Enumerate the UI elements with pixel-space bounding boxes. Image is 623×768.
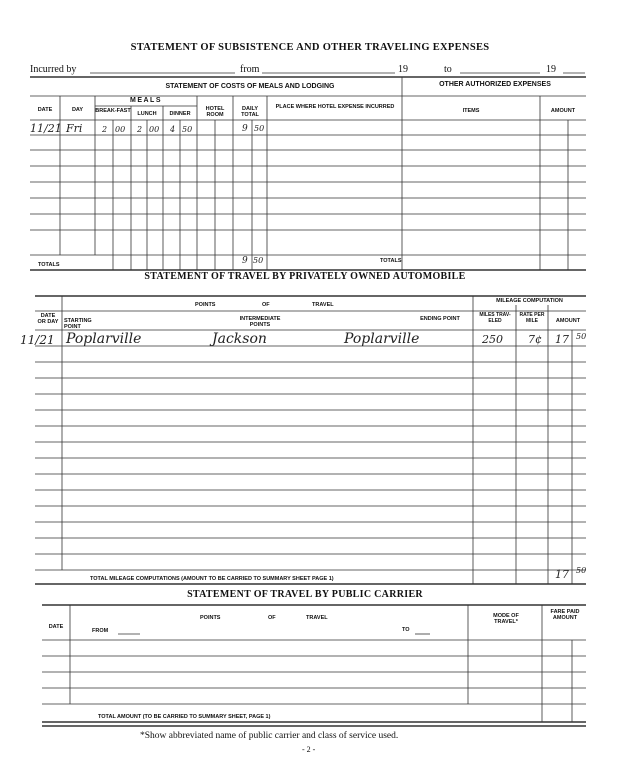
daily-total-cents: 50 [254, 124, 265, 133]
col-daily-total: DAILY TOTAL [241, 106, 259, 118]
auto-amount-cents: 50 [576, 332, 587, 341]
auto-points-label: POINTS [195, 302, 216, 308]
mileage-computation-label: MILEAGE COMPUTATION [496, 298, 563, 304]
auto-miles-value: 250 [482, 333, 503, 346]
year-label-1: 19 [398, 64, 408, 75]
mileage-total-dollars: 17 [555, 568, 569, 581]
public-col-mode: MODE OF TRAVEL* [493, 613, 519, 625]
public-points-label: POINTS [200, 615, 221, 621]
public-col-date: DATE [48, 624, 64, 630]
dinner-cents: 50 [182, 125, 193, 134]
incurred-by-label: Incurred by [30, 64, 77, 75]
auto-date-value: 11/21 [20, 333, 55, 347]
page-number: - 2 - [302, 745, 316, 754]
meal-day-value: Fri [66, 122, 83, 135]
col-place: PLACE WHERE HOTEL EXPENSE INCURRED [275, 104, 395, 110]
breakfast-dollars: 2 [102, 125, 108, 134]
auto-col-starting: STARTING POINT [64, 318, 92, 330]
col-items: ITEMS [462, 108, 480, 114]
auto-col-miles: MILES TRAV-ELED [479, 312, 511, 324]
col-hotel-room: HOTEL ROOM [205, 106, 225, 118]
auto-col-date: DATE OR DAY [37, 313, 59, 325]
public-carrier-title: STATEMENT OF TRAVEL BY PUBLIC CARRIER [187, 589, 423, 600]
auto-of-label: OF [262, 302, 270, 308]
auto-col-ending: ENDING POINT [420, 316, 460, 322]
col-lunch: LUNCH [137, 111, 157, 117]
page-title: STATEMENT OF SUBSISTENCE AND OTHER TRAVELING EXPENSES [130, 42, 490, 53]
meals-totals-cents: 50 [253, 256, 264, 265]
public-col-fare: FARE PAID AMOUNT [550, 609, 580, 621]
dinner-dollars: 4 [170, 125, 176, 134]
daily-total-dollars: 9 [242, 124, 248, 134]
public-of-label: OF [268, 615, 276, 621]
lunch-dollars: 2 [137, 125, 143, 134]
meals-totals-dollars: 9 [242, 256, 248, 266]
mileage-total-label: TOTAL MILEAGE COMPUTATIONS (AMOUNT TO BE CARRIED TO SUMMARY SHEET PAGE 1) [90, 576, 334, 582]
from-label: from [240, 64, 260, 75]
col-date: DATE [37, 107, 53, 113]
auto-col-intermediate: INTERMEDIATE POINTS [239, 316, 281, 328]
auto-col-rate: RATE PER MILE [519, 312, 545, 324]
public-from-label: FROM [92, 628, 109, 634]
auto-rate-value: 7¢ [528, 333, 542, 346]
footnote: *Show abbreviated name of public carrier and class of service used. [140, 731, 399, 741]
col-amount: AMOUNT [550, 108, 576, 114]
other-expenses-title: OTHER AUTHORIZED EXPENSES [439, 81, 551, 88]
col-meals: MEALS [130, 97, 162, 104]
auto-intermediate-value: Jackson [212, 331, 267, 347]
auto-section-title: STATEMENT OF TRAVEL BY PRIVATELY OWNED AUTOMOBILE [144, 271, 466, 282]
meals-totals-label: TOTALS [38, 262, 60, 268]
auto-travel-label: TRAVEL [312, 302, 334, 308]
meals-lodging-title: STATEMENT OF COSTS OF MEALS AND LODGING [165, 83, 335, 90]
public-travel-label: TRAVEL [306, 615, 328, 621]
lunch-cents: 00 [149, 125, 160, 134]
public-to-label: TO [402, 627, 410, 633]
public-total-label: TOTAL AMOUNT (TO BE CARRIED TO SUMMARY SHEET, PAGE 1) [98, 714, 271, 720]
year-label-2: 19 [546, 64, 556, 75]
mileage-total-cents: 50 [576, 566, 587, 575]
col-breakfast: BREAK-FAST [95, 108, 131, 114]
to-label: to [444, 64, 452, 75]
auto-end-value: Poplarville [344, 331, 420, 347]
col-day: DAY [71, 107, 84, 113]
other-totals-label: TOTALS [380, 258, 402, 264]
auto-col-amount: AMOUNT [555, 318, 581, 324]
breakfast-cents: 00 [115, 125, 126, 134]
auto-amount-dollars: 17 [555, 333, 569, 346]
auto-start-value: Poplarville [66, 331, 142, 347]
meal-date-value: 11/21 [30, 122, 62, 135]
col-dinner: DINNER [169, 111, 191, 117]
